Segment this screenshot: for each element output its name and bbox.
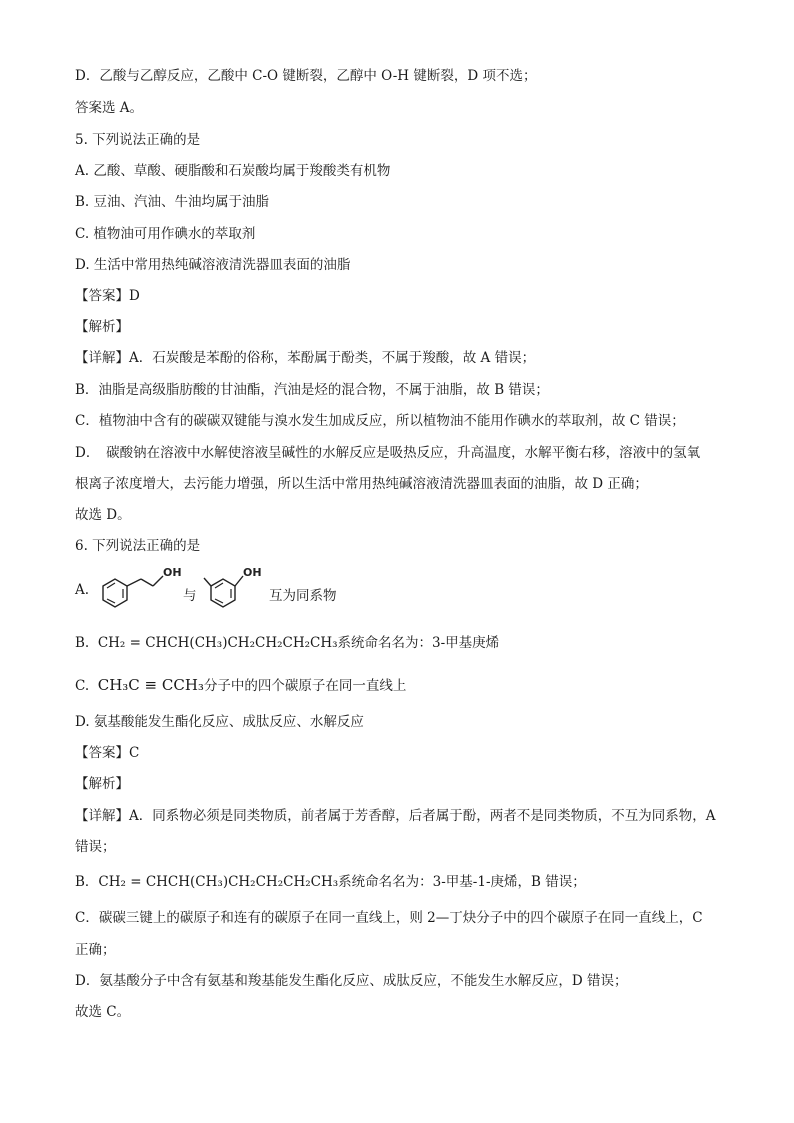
q5-option-b: B. 豆油、汽油、牛油均属于油脂 (75, 194, 270, 210)
q5-analysis-label: 【解析】 (75, 319, 129, 335)
q6-detail-a-1: 【详解】A．同系物必须是同类物质，前者属于芳香醇，后者属于酚，两者不是同类物质，不互为同系物，A (75, 808, 716, 824)
option-a-end: 互为同系物 (269, 588, 337, 604)
q5-stem: 5. 下列说法正确的是 (75, 132, 201, 148)
option-b-text: 系统命名名为：3-甲基庚烯 (337, 635, 500, 651)
answer-label: 【答案】 (75, 288, 129, 304)
q6-detail-a-2: 错误； (75, 839, 116, 855)
option-a-label: A. (75, 582, 90, 598)
detail-b-formula: CH₂ = CHCH(CH₃)CH₂CH₂CH₂CH₃ (98, 874, 339, 890)
q6-option-d: D. 氨基酸能发生酯化反应、成肽反应、水解反应 (75, 714, 364, 730)
q4-option-d-analysis: D．乙酸与乙醇反应，乙酸中 C-O 键断裂，乙醇中 O-H 键断裂，D 项不选； (75, 68, 537, 84)
oh-label-2: OH (243, 566, 262, 579)
answer-value: C (129, 745, 140, 761)
q5-option-a: A. 乙酸、草酸、硬脂酸和石炭酸均属于羧酸类有机物 (75, 163, 391, 179)
option-b-label: B. (75, 635, 90, 651)
q6-conclusion: 故选 C。 (75, 1004, 131, 1020)
q6-detail-c-2: 正确； (75, 942, 116, 958)
q5-answer (75, 287, 140, 305)
q6-option-b (75, 634, 499, 652)
q5-detail-b: B．油脂是高级脂肪酸的甘油酯，汽油是烃的混合物，不属于油脂，故 B 错误； (75, 382, 549, 398)
q6-detail-c-1: C．碳碳三键上的碳原子和连有的碳原子在同一直线上，则 2—丁炔分子中的四个碳原子在同一直线上，C (75, 910, 703, 926)
detail-b-prefix: B． (75, 874, 99, 890)
q5-detail-a: 【详解】A．石炭酸是苯酚的俗称，苯酚属于酚类，不属于羧酸，故 A 错误； (75, 350, 536, 366)
option-a-mid: 与 (183, 588, 197, 604)
answer-label: 【答案】 (75, 745, 129, 761)
q6-option-a (75, 562, 675, 612)
q5-option-d: D. 生活中常用热纯碱溶液清洗器皿表面的油脂 (75, 257, 351, 273)
q6-detail-d: D．氨基酸分子中含有氨基和羧基能发生酯化反应、成肽反应，不能发生水解反应，D 错误； (75, 973, 628, 989)
q6-analysis-label: 【解析】 (75, 776, 129, 792)
option-b-formula: CH₂ = CHCH(CH₃)CH₂CH₂CH₂CH₃ (97, 635, 338, 651)
q6-stem: 6. 下列说法正确的是 (75, 538, 201, 554)
q6-option-c (75, 676, 406, 695)
q5-conclusion: 故选 D。 (75, 507, 131, 523)
q4-answer: 答案选 A。 (75, 100, 144, 116)
q5-detail-d-1: D． 碳酸钠在溶液中水解使溶液呈碱性的水解反应是吸热反应，升高温度，水解平衡右移，溶液中的氢氧 (75, 445, 701, 461)
detail-b-text: 系统命名名为：3-甲基-1-庚烯，B 错误； (338, 874, 586, 890)
q5-detail-d-2: 根离子浓度增大，去污能力增强，所以生活中常用热纯碱溶液清洗器皿表面的油脂，故 D 正确； (75, 476, 648, 492)
option-c-text: 分子中的四个碳原子在同一直线上 (203, 678, 407, 694)
q5-detail-c: C．植物油中含有的碳碳双键能与溴水发生加成反应，所以植物油不能用作碘水的萃取剂，故 C 错误； (75, 413, 685, 429)
oh-label-1: OH (163, 566, 182, 579)
q6-detail-b (75, 873, 586, 891)
option-c-formula: CH₃C ≡ CCH₃ (97, 676, 204, 694)
q6-answer (75, 744, 139, 762)
q5-option-c: C. 植物油可用作碘水的萃取剂 (75, 226, 256, 242)
answer-value: D (129, 288, 140, 304)
option-c-label: C. (75, 678, 90, 694)
